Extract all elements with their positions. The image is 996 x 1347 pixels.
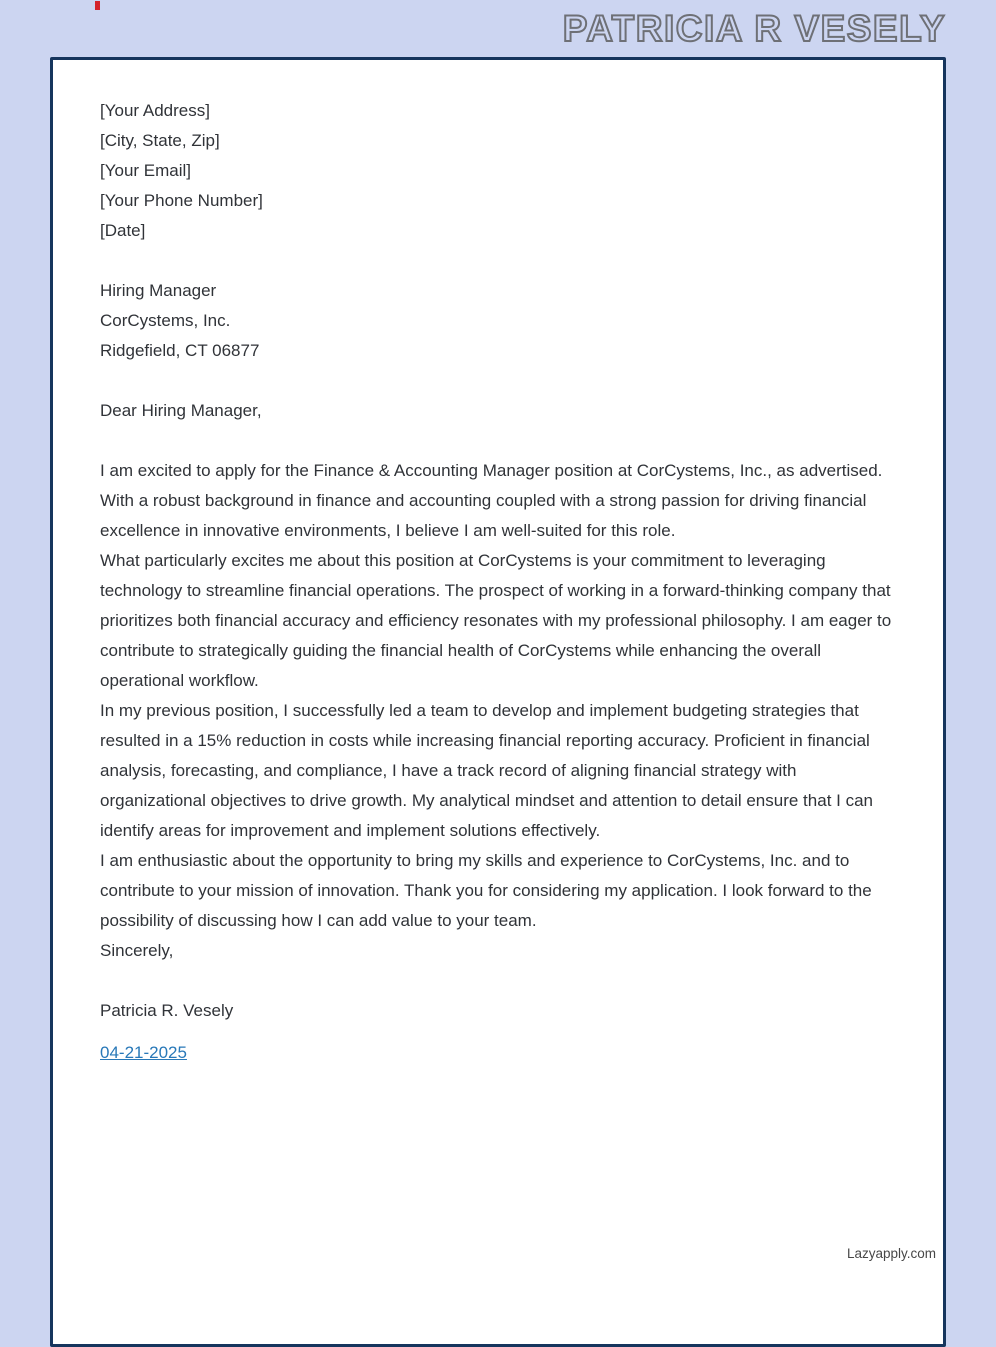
paragraph-experience: In my previous position, I successfully led a team to develop and implement budgeting strategies that resulted in a 15% reduction in costs while increasing financial reporting accuracy. Proficient in financial analysis, forecasting, and compliance, I have a track record of aligning financial strategy with organizational objectives to drive growth. My analytical mindset and attention to detail ensure that I can identify areas for improvement and implement solutions effectively. (100, 701, 873, 840)
recipient-company-line: CorCystems, Inc. (100, 311, 231, 330)
recipient-city-line: Ridgefield, CT 06877 (100, 341, 260, 360)
sender-email-line: [Your Email] (100, 161, 192, 180)
signature: Patricia R. Vesely (100, 1001, 234, 1020)
recipient-block (100, 276, 895, 366)
applicant-name: PATRICIA R VESELY (562, 8, 946, 49)
red-artifact-mark (95, 1, 100, 10)
paragraph-closing: I am enthusiastic about the opportunity to bring my skills and experience to CorCystems, Inc. and to contribute to your mission of innovation. Thank you for considering my application. I look forward to the possibility of discussing how I can add value to your team. (100, 851, 872, 930)
sender-block (100, 96, 895, 246)
date-link[interactable]: 04-21-2025 (100, 1043, 187, 1062)
sender-phone-line: [Your Phone Number] (100, 191, 263, 210)
header (563, 8, 946, 50)
recipient-name-line: Hiring Manager (100, 281, 217, 300)
sender-date-line: [Date] (100, 221, 146, 240)
salutation: Dear Hiring Manager, (100, 401, 262, 420)
paragraph-motivation: What particularly excites me about this position at CorCystems is your commitment to leveraging technology to streamline financial operations. The prospect of working in a forward-thinking company that prioritizes both financial accuracy and efficiency resonates with my professional philosophy. I am eager to contribute to strategically guiding the financial health of CorCystems while enhancing the overall operational workflow. (100, 551, 892, 690)
letter-page (50, 57, 946, 1347)
sender-address-line: [Your Address] (100, 101, 210, 120)
letter-content (53, 60, 943, 1068)
sender-city-line: [City, State, Zip] (100, 131, 220, 150)
paragraph-intro: I am excited to apply for the Finance & Accounting Manager position at CorCystems, Inc., as advertised. With a robust background in finance and accounting coupled with a strong passion for driving financial excellence in innovative environments, I believe I am well-suited for this role. (100, 461, 883, 540)
closing: Sincerely, (100, 941, 174, 960)
watermark: Lazyapply.com (846, 1246, 936, 1261)
